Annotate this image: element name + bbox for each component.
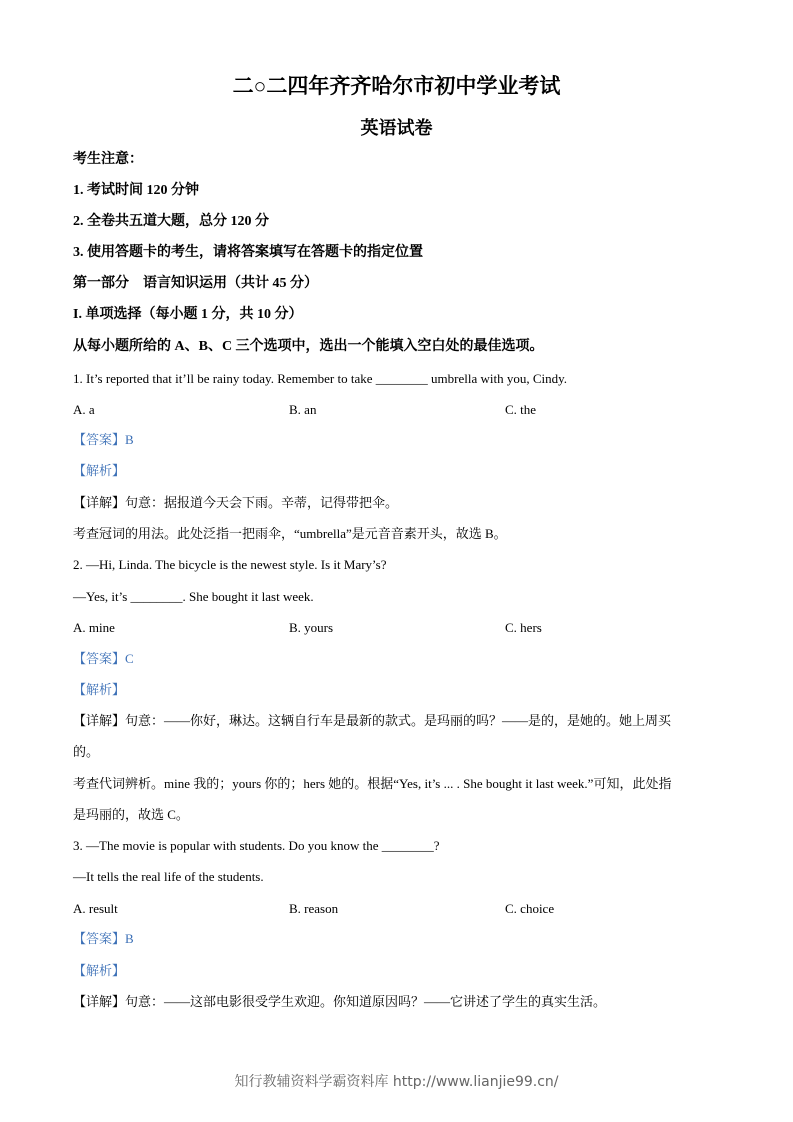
footer-watermark: 知行教辅资料学霸资料库 http://www.lianjie99.cn/	[234, 1074, 559, 1090]
answer-label: 【答案】C	[73, 651, 134, 666]
detail-line: 【详解】句意：——这部电影很受学生欢迎。你知道原因吗？——它讲述了学生的真实生活。	[73, 994, 607, 1009]
answer-label: 【答案】B	[73, 432, 134, 447]
detail-line: 的。	[73, 744, 100, 759]
instruction: 从每小题所给的 A、B、C 三个选项中，选出一个能填入空白处的最佳选项。	[73, 339, 544, 354]
question-stem: 3. —The movie is popular with students. Do you know the ________?	[73, 838, 440, 853]
notice-item: 3. 使用答题卡的考生，请将答案填写在答题卡的指定位置	[73, 245, 423, 260]
section-heading: I. 单项选择（每小题 1 分，共 10 分）	[73, 307, 303, 322]
notice-item: 1. 考试时间 120 分钟	[73, 183, 199, 198]
analysis-label: 【解析】	[73, 682, 126, 697]
option-a: A. a	[73, 402, 95, 417]
analysis-label: 【解析】	[73, 963, 126, 978]
option-b: B. reason	[289, 901, 339, 916]
page-subtitle: 英语试卷	[360, 118, 433, 138]
answer-label: 【答案】B	[73, 931, 134, 946]
option-b: B. yours	[289, 620, 334, 635]
notice-heading: 考生注意：	[73, 152, 143, 167]
question-stem: —It tells the real life of the students.	[73, 869, 264, 884]
detail-line: 是玛丽的，故选 C。	[73, 807, 189, 822]
detail-line: 【详解】句意：据报道今天会下雨。辛蒂，记得带把伞。	[73, 495, 399, 510]
option-a: A. result	[73, 901, 118, 916]
option-c: C. choice	[505, 901, 555, 916]
analysis-label: 【解析】	[73, 463, 126, 478]
notice-item: 2. 全卷共五道大题，总分 120 分	[73, 214, 269, 229]
page-title: 二○二四年齐齐哈尔市初中学业考试	[232, 74, 561, 98]
option-c: C. the	[505, 402, 537, 417]
detail-line: 考查冠词的用法。此处泛指一把雨伞，“umbrella”是元音音素开头，故选 B。	[73, 526, 507, 541]
option-b: B. an	[289, 402, 317, 417]
part-heading: 第一部分 语言知识运用（共计 45 分）	[73, 276, 318, 291]
option-c: C. hers	[505, 620, 542, 635]
detail-line: 考查代词辨析。mine 我的；yours 你的；hers 她的。根据“Yes, it’s ... . She bought it last week.”可知，此处指	[73, 776, 672, 791]
question-stem: 1. It’s reported that it’ll be rainy today. Remember to take ________ umbrella with you, Cindy.	[73, 371, 568, 386]
detail-line: 【详解】句意：——你好，琳达。这辆自行车是最新的款式。是玛丽的吗？——是的，是她的。她上周买	[73, 713, 672, 728]
question-stem: —Yes, it’s ________. She bought it last week.	[73, 589, 314, 604]
option-a: A. mine	[73, 620, 115, 635]
question-stem: 2. —Hi, Linda. The bicycle is the newest style. Is it Mary’s?	[73, 557, 387, 572]
